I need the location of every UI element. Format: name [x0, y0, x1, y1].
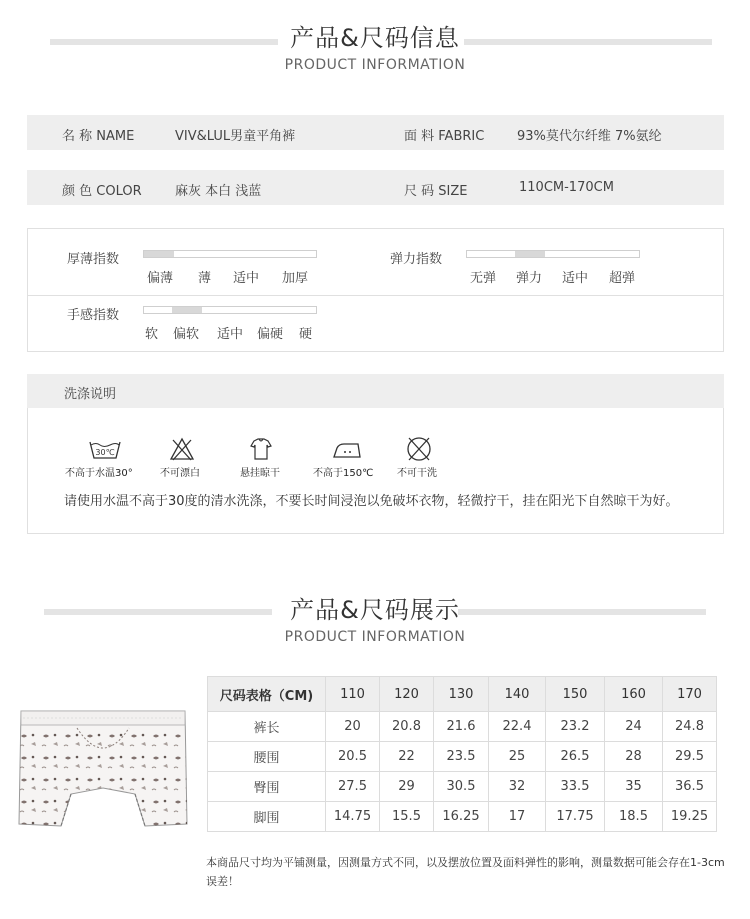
- table-row: [208, 742, 717, 772]
- boxer-briefs-image: [17, 708, 189, 830]
- table-row: [208, 712, 717, 742]
- table-cell: 27.5: [326, 772, 380, 802]
- hang-dry-caption: 悬挂晾干: [240, 468, 280, 479]
- section-title-en: PRODUCT INFORMATION: [284, 629, 466, 645]
- table-cell: 20: [326, 712, 380, 742]
- hand-feel-option: 软: [145, 327, 159, 342]
- hand-feel-option: 硬: [299, 327, 313, 342]
- elasticity-index-bar: [466, 250, 640, 258]
- elasticity-option: 适中: [562, 271, 589, 286]
- hand-feel-index-fill: [172, 307, 202, 313]
- table-cell: 18.5: [605, 802, 663, 832]
- fabric-label: 面 料 FABRIC: [404, 129, 485, 144]
- row-label: 臀围: [208, 772, 326, 802]
- elasticity-option: 无弹: [470, 271, 497, 286]
- name-label: 名 称 NAME: [62, 129, 135, 144]
- table-cell: 20.5: [326, 742, 380, 772]
- table-cell: 20.8: [380, 712, 434, 742]
- size-label: 尺 码 SIZE: [404, 184, 468, 199]
- index-divider: [28, 295, 723, 296]
- fabric-index-panel: [27, 228, 724, 352]
- row-label: 脚围: [208, 802, 326, 832]
- table-cell: 26.5: [546, 742, 605, 772]
- section-title-zh: 产品&尺码信息: [290, 24, 460, 52]
- size-column-header: 140: [489, 677, 546, 712]
- wash-caption: 不高于水温30°: [65, 468, 133, 479]
- table-cell: 22: [380, 742, 434, 772]
- hand-feel-option: 偏软: [173, 327, 200, 342]
- iron-caption: 不高于150℃: [313, 468, 374, 479]
- thickness-option: 偏薄: [147, 271, 174, 286]
- size-column-header: 170: [663, 677, 717, 712]
- washing-note: 请使用水温不高于30度的清水洗涤，不要长时间浸泡以免破坏衣物，轻微拧干，挂在阳光下自然晾干为好。: [64, 494, 679, 509]
- hang-dry-icon: [244, 436, 278, 462]
- thickness-option: 薄: [198, 271, 212, 286]
- size-table: [207, 676, 717, 832]
- wash-30-icon: [88, 436, 122, 462]
- no-dry-clean-caption: 不可干洗: [397, 468, 437, 479]
- table-cell: 35: [605, 772, 663, 802]
- section-title-product-info: [0, 18, 750, 73]
- table-cell: 19.25: [663, 802, 717, 832]
- no-bleach-caption: 不可漂白: [160, 468, 200, 479]
- measurement-footnote: 本商品尺寸均为平铺测量，因测量方式不同，以及摆放位置及面料弹性的影响，测量数据可能会存在1-3cm误差！: [206, 856, 725, 888]
- hand-feel-index-bar: [143, 306, 317, 314]
- table-row: [208, 802, 717, 832]
- color-value: 麻灰 本白 浅蓝: [175, 184, 262, 199]
- size-column-header: 150: [546, 677, 605, 712]
- hand-feel-index-label: 手感指数: [67, 308, 120, 323]
- elasticity-option: 超弹: [609, 271, 636, 286]
- row-label: 腰围: [208, 742, 326, 772]
- info-row-color-size: [27, 170, 724, 205]
- table-cell: 17: [489, 802, 546, 832]
- washing-header: [27, 374, 724, 408]
- iron-150-icon: [330, 436, 364, 462]
- size-column-header: 110: [326, 677, 380, 712]
- row-label: 裤长: [208, 712, 326, 742]
- table-cell: 15.5: [380, 802, 434, 832]
- wash-temp-text: 30℃: [95, 448, 115, 457]
- table-cell: 33.5: [546, 772, 605, 802]
- thickness-index-label: 厚薄指数: [67, 252, 120, 267]
- hand-feel-option: 偏硬: [257, 327, 284, 342]
- fabric-value: 93%莫代尔纤维 7%氨纶: [517, 129, 662, 144]
- table-cell: 16.25: [434, 802, 489, 832]
- no-bleach-icon: [165, 436, 199, 462]
- section-title-product-display: [0, 590, 750, 645]
- table-cell: 29.5: [663, 742, 717, 772]
- size-column-header: 160: [605, 677, 663, 712]
- table-cell: 36.5: [663, 772, 717, 802]
- size-table-header: 尺码表格（CM): [208, 677, 326, 712]
- hand-feel-option: 适中: [217, 327, 244, 342]
- name-value: VIV&LUL男童平角裤: [175, 129, 296, 144]
- table-cell: 24.8: [663, 712, 717, 742]
- size-value: 110CM-170CM: [519, 180, 614, 195]
- no-dry-clean-icon: [402, 436, 436, 462]
- thickness-option: 加厚: [282, 271, 309, 286]
- table-cell: 28: [605, 742, 663, 772]
- size-table-header-row: [208, 677, 717, 712]
- info-row-name-fabric: [27, 115, 724, 150]
- table-cell: 24: [605, 712, 663, 742]
- elasticity-index-fill: [515, 251, 545, 257]
- table-cell: 29: [380, 772, 434, 802]
- color-label: 颜 色 COLOR: [62, 184, 142, 199]
- table-cell: 14.75: [326, 802, 380, 832]
- size-column-header: 120: [380, 677, 434, 712]
- table-cell: 23.5: [434, 742, 489, 772]
- table-cell: 17.75: [546, 802, 605, 832]
- thickness-index-bar: [143, 250, 317, 258]
- elasticity-index-label: 弹力指数: [390, 252, 443, 267]
- washing-title: 洗涤说明: [64, 387, 117, 402]
- table-cell: 22.4: [489, 712, 546, 742]
- section-title-zh: 产品&尺码展示: [290, 596, 460, 624]
- size-column-header: 130: [434, 677, 489, 712]
- thickness-index-fill: [144, 251, 174, 257]
- table-row: [208, 772, 717, 802]
- washing-panel: [27, 408, 724, 534]
- table-cell: 32: [489, 772, 546, 802]
- table-cell: 25: [489, 742, 546, 772]
- elasticity-option: 弹力: [516, 271, 543, 286]
- table-cell: 21.6: [434, 712, 489, 742]
- section-title-en: PRODUCT INFORMATION: [284, 57, 466, 73]
- thickness-option: 适中: [233, 271, 260, 286]
- table-cell: 30.5: [434, 772, 489, 802]
- table-cell: 23.2: [546, 712, 605, 742]
